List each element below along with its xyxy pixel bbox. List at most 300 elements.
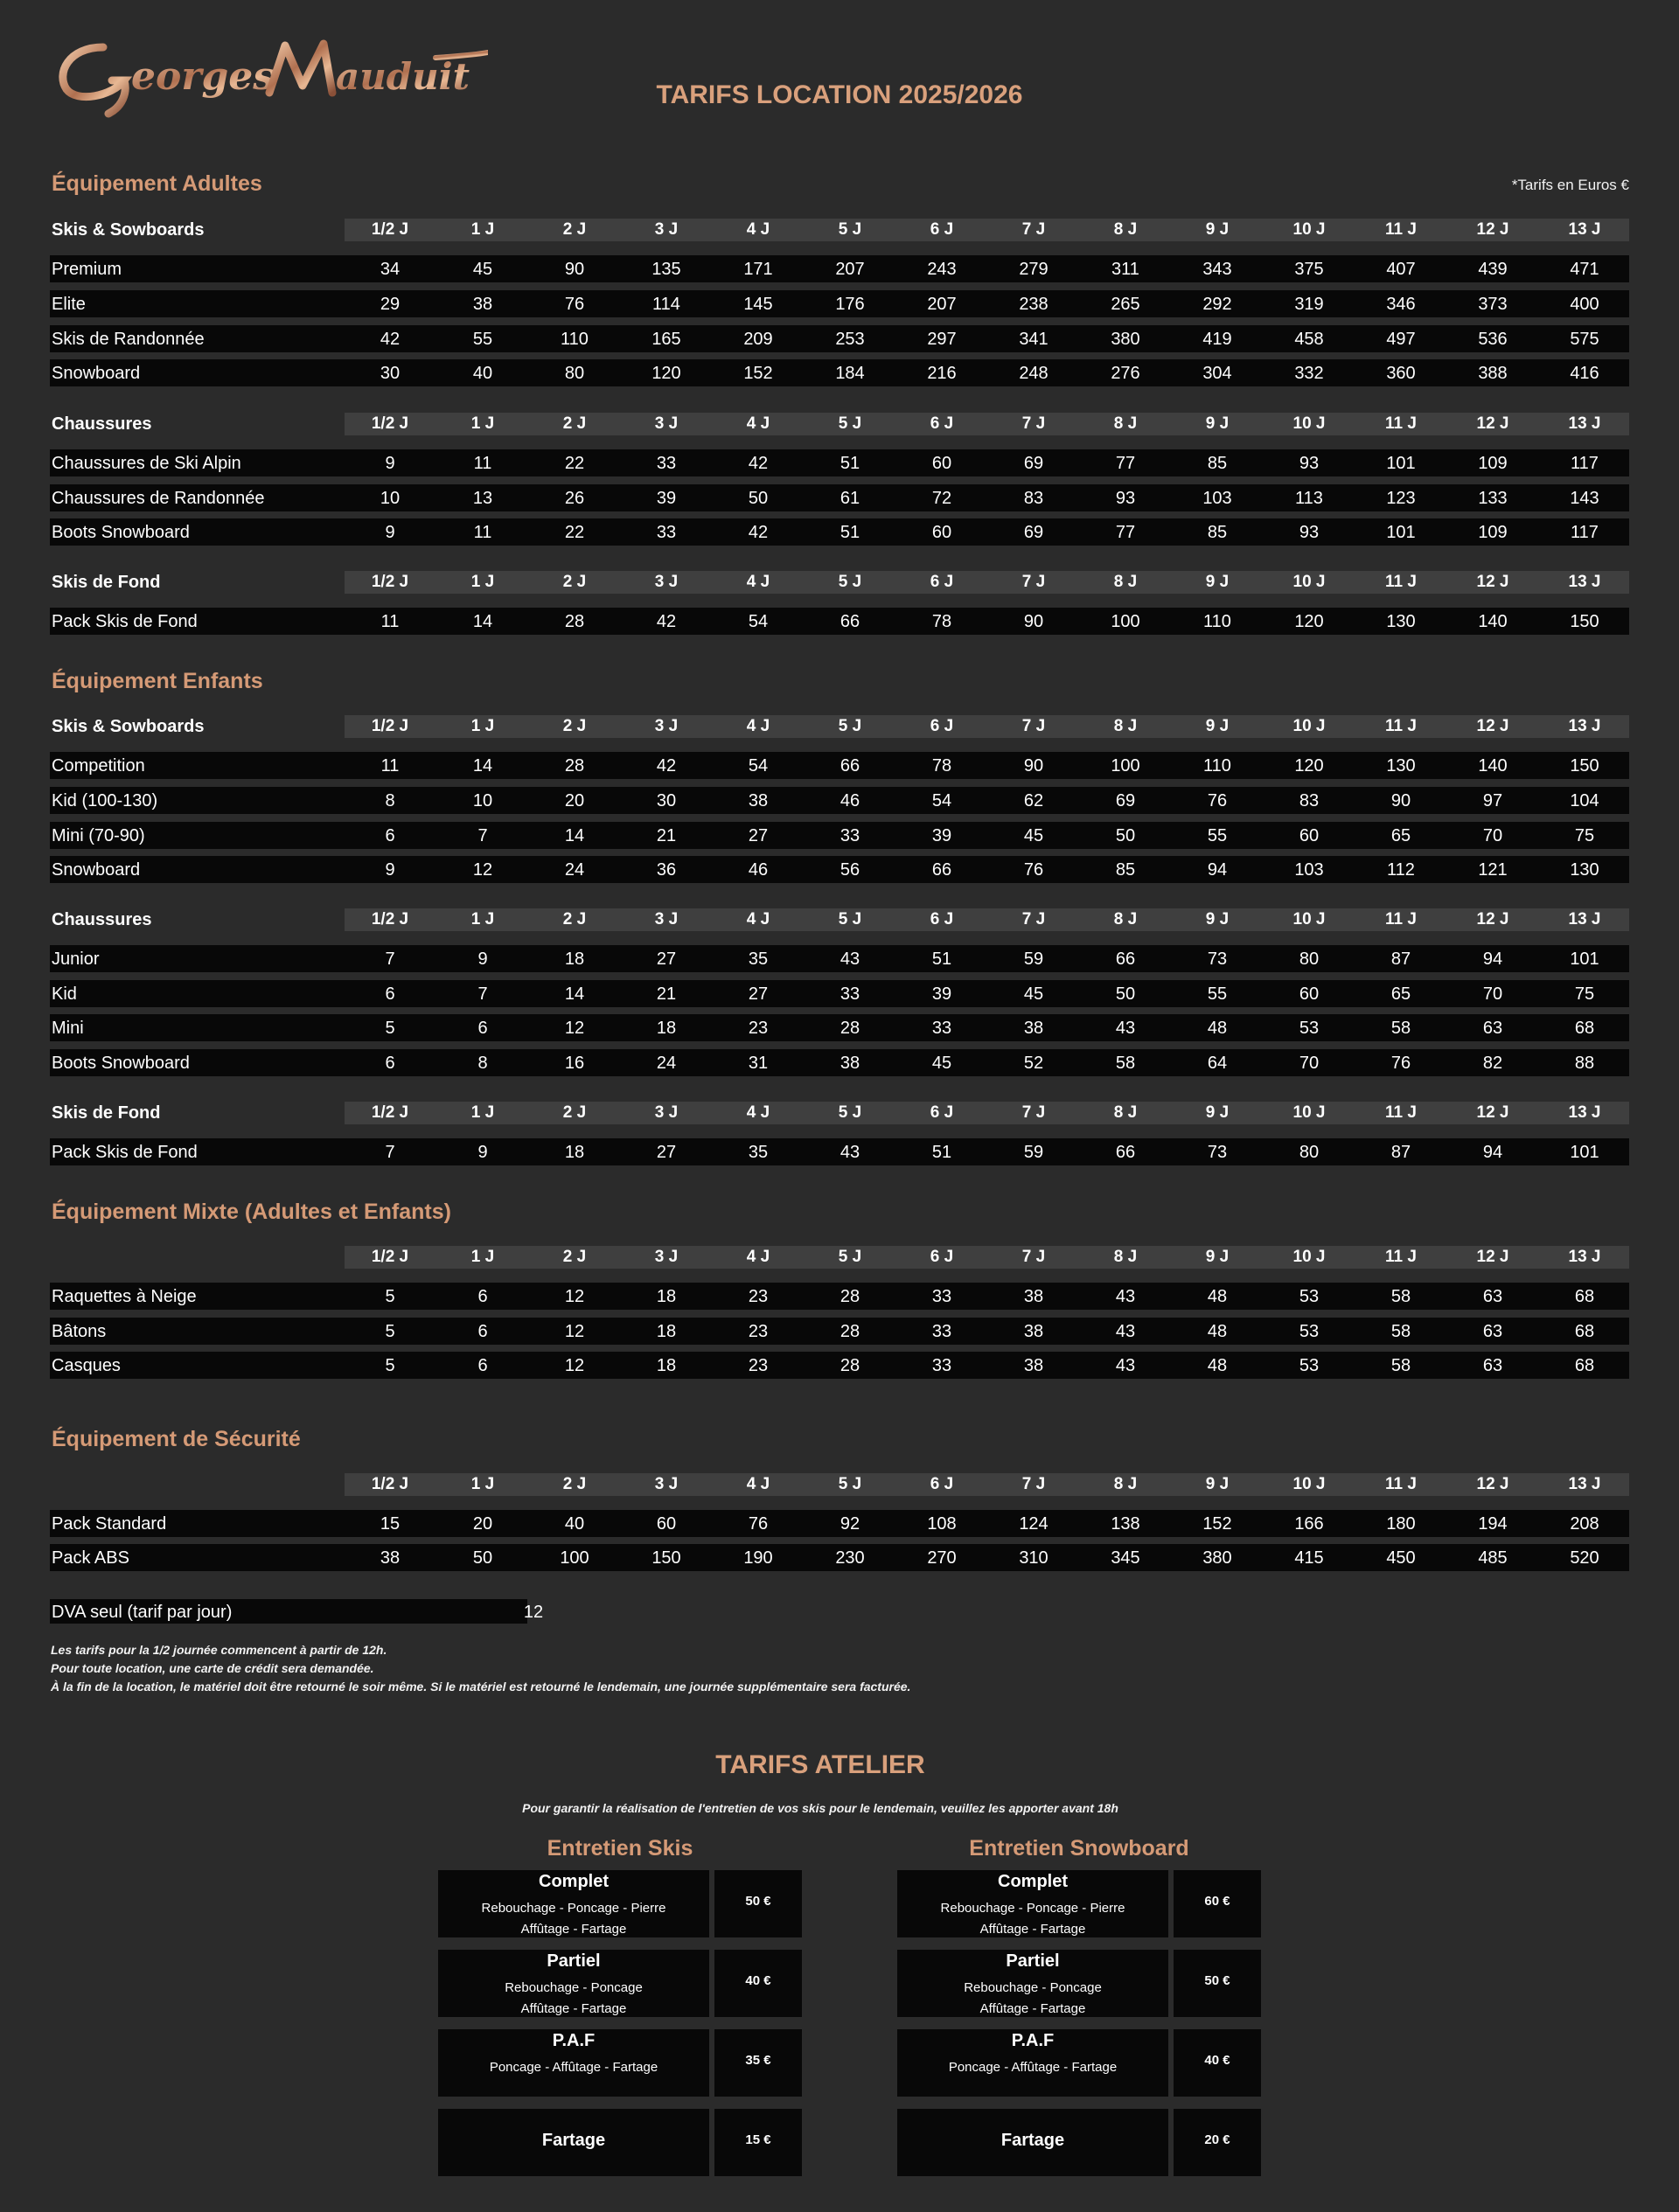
price-cell: 166 (1294, 1514, 1324, 1534)
day-column-header: 13 J (1568, 1103, 1601, 1122)
price-cell: 33 (840, 826, 860, 845)
day-column-header: 1/2 J (371, 717, 409, 735)
day-column-header: 13 J (1568, 717, 1601, 735)
day-column-header: 2 J (562, 414, 587, 433)
price-cell: 11 (473, 523, 492, 542)
price-cell: 120 (1294, 612, 1324, 631)
price-cell: 117 (1571, 523, 1599, 542)
price-cell: 5 (385, 1287, 395, 1306)
price-cell: 14 (564, 826, 585, 845)
price-cell: 360 (1386, 364, 1416, 383)
table-row (50, 822, 1629, 849)
service-price: 15 € (745, 2132, 771, 2147)
price-cell: 33 (931, 1287, 952, 1306)
service-price-box (1174, 1870, 1261, 1937)
service-box (438, 2029, 709, 2097)
price-cell: 72 (931, 489, 952, 508)
price-cell: 39 (931, 984, 952, 1004)
price-cell: 100 (1111, 612, 1140, 631)
price-cell: 43 (1115, 1287, 1136, 1306)
day-column-header: 1 J (470, 910, 495, 929)
price-cell: 5 (385, 1356, 395, 1375)
price-cell: 48 (1207, 1287, 1228, 1306)
day-column-header: 1 J (470, 1248, 495, 1266)
price-cell: 207 (927, 295, 957, 314)
price-cell: 380 (1111, 330, 1140, 349)
price-cell: 18 (656, 1287, 677, 1306)
price-cell: 101 (1570, 1143, 1599, 1162)
day-column-header: 10 J (1292, 1475, 1326, 1493)
day-column-header: 3 J (654, 910, 679, 929)
day-column-header: 3 J (654, 573, 679, 591)
price-cell: 42 (656, 756, 677, 776)
day-column-header: 9 J (1205, 1248, 1230, 1266)
price-cell: 66 (840, 612, 860, 631)
price-cell: 10 (380, 489, 401, 508)
price-cell: 180 (1386, 1514, 1416, 1534)
price-cell: 9 (477, 1143, 488, 1162)
price-cell: 34 (380, 260, 401, 279)
day-column-header: 11 J (1385, 573, 1417, 591)
price-cell: 575 (1570, 330, 1599, 349)
price-cell: 243 (927, 260, 957, 279)
table-header-row (50, 715, 1629, 738)
service-box (438, 2109, 709, 2176)
price-cell: 24 (564, 860, 585, 880)
day-column-header: 5 J (838, 910, 862, 929)
service-description (897, 1898, 1168, 1940)
price-cell: 6 (477, 1322, 488, 1341)
price-cell: 145 (743, 295, 773, 314)
day-column-header: 10 J (1292, 1103, 1326, 1122)
price-cell: 11 (473, 454, 492, 473)
price-cell: 68 (1574, 1356, 1595, 1375)
day-column-header: 11 J (1385, 717, 1417, 735)
price-cell: 265 (1111, 295, 1140, 314)
price-cell: 7 (477, 826, 488, 845)
price-cell: 12 (472, 860, 493, 880)
price-cell: 40 (564, 1514, 585, 1534)
price-cell: 100 (1111, 756, 1140, 776)
table-row (50, 608, 1629, 635)
price-cell: 65 (1390, 984, 1411, 1004)
price-cell: 33 (931, 1019, 952, 1038)
price-cell: 194 (1478, 1514, 1508, 1534)
item-name: Snowboard (52, 364, 141, 383)
day-column-header: 2 J (562, 1248, 587, 1266)
price-cell: 36 (656, 860, 677, 880)
price-cell: 419 (1202, 330, 1232, 349)
item-name: Pack Standard (52, 1514, 167, 1534)
price-cell: 6 (477, 1356, 488, 1375)
day-column-header: 2 J (562, 910, 587, 929)
item-name: Pack Skis de Fond (52, 612, 198, 631)
price-cell: 69 (1023, 523, 1044, 542)
service-description (897, 1978, 1168, 2020)
price-cell: 90 (1390, 791, 1411, 810)
day-column-header: 6 J (930, 1475, 954, 1493)
price-cell: 45 (1023, 984, 1044, 1004)
price-cell: 63 (1482, 1322, 1503, 1341)
price-cell: 21 (656, 984, 677, 1004)
item-name: Pack Skis de Fond (52, 1143, 198, 1162)
price-cell: 8 (385, 791, 395, 810)
price-cell: 21 (656, 826, 677, 845)
price-cell: 77 (1115, 454, 1136, 473)
price-cell: 124 (1019, 1514, 1049, 1534)
price-cell: 20 (472, 1514, 493, 1534)
price-cell: 130 (1386, 612, 1416, 631)
price-cell: 216 (927, 364, 957, 383)
price-cell: 276 (1111, 364, 1140, 383)
price-cell: 46 (840, 791, 860, 810)
price-cell: 209 (743, 330, 773, 349)
day-column-header: 12 J (1476, 1475, 1509, 1493)
price-cell: 55 (472, 330, 493, 349)
price-cell: 415 (1294, 1548, 1324, 1568)
day-column-header: 5 J (838, 1248, 862, 1266)
price-cell: 38 (1023, 1019, 1044, 1038)
price-cell: 332 (1294, 364, 1324, 383)
price-cell: 30 (380, 364, 401, 383)
price-cell: 6 (477, 1287, 488, 1306)
price-cell: 59 (1023, 1143, 1044, 1162)
day-column-header: 3 J (654, 1103, 679, 1122)
note-return: À la fin de la location, le matériel doit être retourné le soir même. Si le matériel est retourné le lendemain, une journée supplémentaire sera facturée. (51, 1680, 911, 1694)
table-row (50, 1352, 1629, 1379)
day-column-header: 2 J (562, 1103, 587, 1122)
price-cell: 400 (1570, 295, 1599, 314)
day-column-header: 11 J (1385, 910, 1417, 929)
service-price-box (714, 2109, 802, 2176)
price-cell: 9 (385, 454, 395, 473)
day-column-header: 2 J (562, 717, 587, 735)
item-name: Mini (52, 1019, 84, 1038)
price-cell: 77 (1115, 523, 1136, 542)
price-cell: 23 (748, 1322, 769, 1341)
price-cell: 62 (1023, 791, 1044, 810)
day-column-header: 4 J (746, 1103, 770, 1122)
service-box (897, 1950, 1168, 2017)
day-column-header: 9 J (1205, 910, 1230, 929)
dva-row (50, 1599, 544, 1624)
price-cell: 83 (1299, 791, 1320, 810)
day-column-header: 3 J (654, 1248, 679, 1266)
price-cell: 68 (1574, 1019, 1595, 1038)
price-cell: 138 (1111, 1514, 1140, 1534)
price-cell: 33 (656, 523, 677, 542)
day-column-header: 8 J (1113, 1103, 1138, 1122)
day-column-header: 7 J (1021, 573, 1046, 591)
price-cell: 120 (1294, 756, 1324, 776)
price-cell: 90 (1023, 756, 1044, 776)
day-column-header: 6 J (930, 220, 954, 239)
day-column-header: 7 J (1021, 910, 1046, 929)
item-name: Bâtons (52, 1322, 107, 1341)
price-cell: 8 (477, 1054, 488, 1073)
service-description-line: Poncage - Affûtage - Fartage (489, 2060, 658, 2075)
item-name: Boots Snowboard (52, 1054, 190, 1073)
day-column-header: 12 J (1476, 573, 1509, 591)
price-cell: 112 (1387, 860, 1415, 880)
service-price-box (714, 1870, 802, 1937)
price-cell: 68 (1574, 1322, 1595, 1341)
price-cell: 65 (1390, 826, 1411, 845)
price-cell: 7 (385, 1143, 395, 1162)
price-cell: 373 (1478, 295, 1508, 314)
price-cell: 30 (656, 791, 677, 810)
price-cell: 7 (477, 984, 488, 1004)
price-cell: 100 (560, 1548, 589, 1568)
day-column-header: 1 J (470, 573, 495, 591)
price-cell: 58 (1390, 1322, 1411, 1341)
price-cell: 109 (1478, 454, 1508, 473)
price-cell: 63 (1482, 1356, 1503, 1375)
service-price: 20 € (1204, 2132, 1230, 2147)
price-cell: 69 (1115, 791, 1136, 810)
price-cell: 304 (1202, 364, 1232, 383)
price-cell: 12 (564, 1356, 585, 1375)
table-row (50, 484, 1629, 511)
price-cell: 58 (1115, 1054, 1136, 1073)
price-cell: 48 (1207, 1322, 1228, 1341)
service-name: Partiel (547, 1951, 601, 1971)
item-name: Casques (52, 1356, 121, 1375)
service-box (897, 2109, 1168, 2176)
price-cell: 16 (564, 1054, 585, 1073)
price-cell: 6 (385, 984, 395, 1004)
price-cell: 270 (927, 1548, 957, 1568)
price-cell: 10 (472, 791, 493, 810)
service-price: 50 € (1204, 1973, 1230, 1988)
day-column-header: 5 J (838, 717, 862, 735)
day-column-header: 13 J (1568, 910, 1601, 929)
price-cell: 310 (1019, 1548, 1049, 1568)
day-column-header: 13 J (1568, 1475, 1601, 1493)
price-cell: 38 (1023, 1322, 1044, 1341)
service-name: P.A.F (552, 2031, 596, 2050)
day-column-header: 4 J (746, 414, 770, 433)
price-cell: 27 (748, 826, 769, 845)
price-cell: 85 (1207, 454, 1228, 473)
table-row (50, 1318, 1629, 1345)
price-cell: 27 (748, 984, 769, 1004)
price-cell: 23 (748, 1019, 769, 1038)
table-header-row (50, 571, 1629, 594)
day-column-header: 4 J (746, 717, 770, 735)
price-cell: 75 (1574, 826, 1595, 845)
price-cell: 458 (1294, 330, 1324, 349)
service-description (438, 1978, 709, 2020)
price-cell: 22 (564, 454, 585, 473)
day-column-header: 8 J (1113, 220, 1138, 239)
day-column-header: 4 J (746, 1475, 770, 1493)
service-box (897, 1870, 1168, 1937)
price-cell: 90 (564, 260, 585, 279)
item-name: Kid (52, 984, 77, 1004)
price-cell: 76 (1207, 791, 1228, 810)
day-column-header: 12 J (1476, 220, 1509, 239)
price-cell: 439 (1478, 260, 1508, 279)
price-cell: 38 (472, 295, 493, 314)
price-cell: 375 (1294, 260, 1324, 279)
table-row (50, 255, 1629, 282)
day-column-header: 9 J (1205, 717, 1230, 735)
service-price: 60 € (1204, 1894, 1230, 1909)
price-cell: 76 (564, 295, 585, 314)
price-cell: 346 (1386, 295, 1416, 314)
group-label: Skis & Sowboards (52, 220, 205, 240)
price-cell: 38 (748, 791, 769, 810)
day-column-header: 12 J (1476, 414, 1509, 433)
day-column-header: 1 J (470, 1475, 495, 1493)
price-cell: 24 (656, 1054, 677, 1073)
price-cell: 83 (1023, 489, 1044, 508)
day-column-header: 6 J (930, 573, 954, 591)
price-cell: 46 (748, 860, 769, 880)
price-cell: 6 (385, 1054, 395, 1073)
item-name: Competition (52, 756, 145, 776)
item-name: Boots Snowboard (52, 523, 190, 542)
price-cell: 9 (385, 860, 395, 880)
price-cell: 130 (1570, 860, 1599, 880)
service-description-line: Poncage - Affûtage - Fartage (948, 2060, 1118, 2075)
price-cell: 117 (1571, 454, 1599, 473)
price-cell: 58 (1390, 1356, 1411, 1375)
price-cell: 42 (656, 612, 677, 631)
day-column-header: 1/2 J (371, 414, 409, 433)
day-column-header: 13 J (1568, 573, 1601, 591)
price-cell: 63 (1482, 1287, 1503, 1306)
price-cell: 51 (931, 1143, 952, 1162)
price-cell: 248 (1019, 364, 1049, 383)
day-column-header: 6 J (930, 717, 954, 735)
price-cell: 22 (564, 523, 585, 542)
service-description-line: Affûtage - Fartage (979, 2001, 1086, 2016)
price-cell: 208 (1570, 1514, 1599, 1534)
price-cell: 52 (1023, 1054, 1044, 1073)
day-column-header: 8 J (1113, 717, 1138, 735)
service-box (438, 1950, 709, 2017)
price-cell: 143 (1570, 489, 1599, 508)
price-cell: 92 (840, 1514, 860, 1534)
day-column-header: 1 J (470, 717, 495, 735)
item-name: Premium (52, 260, 122, 279)
price-cell: 85 (1207, 523, 1228, 542)
day-column-header: 9 J (1205, 573, 1230, 591)
price-cell: 101 (1386, 523, 1416, 542)
price-cell: 60 (931, 454, 952, 473)
service-price-box (1174, 1950, 1261, 2017)
price-cell: 230 (835, 1548, 865, 1568)
service-name: Fartage (541, 2131, 606, 2150)
item-name: Chaussures de Ski Alpin (52, 454, 241, 473)
price-cell: 33 (840, 984, 860, 1004)
service-price-box (714, 2029, 802, 2097)
price-cell: 130 (1386, 756, 1416, 776)
price-cell: 58 (1390, 1287, 1411, 1306)
price-cell: 101 (1570, 949, 1599, 969)
price-cell: 388 (1478, 364, 1508, 383)
price-cell: 39 (931, 826, 952, 845)
price-cell: 48 (1207, 1356, 1228, 1375)
day-column-header: 8 J (1113, 1475, 1138, 1493)
day-column-header: 8 J (1113, 414, 1138, 433)
price-cell: 76 (1390, 1054, 1411, 1073)
price-cell: 53 (1299, 1287, 1320, 1306)
price-cell: 76 (1023, 860, 1044, 880)
note-credit-card: Pour toute location, une carte de crédit sera demandée. (51, 1661, 374, 1675)
service-price: 35 € (745, 2053, 771, 2068)
price-cell: 28 (840, 1019, 860, 1038)
price-cell: 94 (1482, 949, 1503, 969)
day-column-header: 2 J (562, 573, 587, 591)
service-name: Fartage (1000, 2131, 1065, 2150)
item-name: Pack ABS (52, 1548, 129, 1568)
price-cell: 152 (743, 364, 773, 383)
table-row (50, 1544, 1629, 1571)
day-column-header: 9 J (1205, 1475, 1230, 1493)
price-cell: 38 (1023, 1287, 1044, 1306)
price-cell: 150 (651, 1548, 681, 1568)
service-description (438, 2057, 709, 2078)
price-cell: 39 (656, 489, 677, 508)
price-cell: 121 (1478, 860, 1508, 880)
price-cell: 76 (748, 1514, 769, 1534)
price-cell: 292 (1202, 295, 1232, 314)
service-price: 50 € (745, 1894, 771, 1909)
price-cell: 73 (1207, 949, 1228, 969)
day-column-header: 1/2 J (371, 910, 409, 929)
table-row (50, 359, 1629, 386)
price-cell: 40 (472, 364, 493, 383)
price-cell: 88 (1574, 1054, 1595, 1073)
day-column-header: 11 J (1385, 220, 1417, 239)
price-cell: 27 (656, 949, 677, 969)
table-row (50, 325, 1629, 352)
price-cell: 94 (1207, 860, 1228, 880)
price-cell: 80 (1299, 949, 1320, 969)
price-cell: 69 (1023, 454, 1044, 473)
price-cell: 50 (472, 1548, 493, 1568)
day-column-header: 8 J (1113, 573, 1138, 591)
price-cell: 48 (1207, 1019, 1228, 1038)
day-column-header: 7 J (1021, 1248, 1046, 1266)
day-column-header: 12 J (1476, 910, 1509, 929)
price-cell: 28 (564, 612, 585, 631)
atelier-subtitle: Pour garantir la réalisation de l'entretien de vos skis pour le lendemain, veuillez les apporter avant 18h (522, 1801, 1118, 1815)
day-column-header: 1/2 J (371, 220, 409, 239)
item-name: Kid (100-130) (52, 791, 158, 810)
price-cell: 35 (748, 1143, 769, 1162)
price-cell: 43 (840, 1143, 860, 1162)
table-row (50, 787, 1629, 814)
price-cell: 5 (385, 1019, 395, 1038)
day-column-header: 11 J (1385, 1475, 1417, 1493)
price-cell: 87 (1390, 1143, 1411, 1162)
price-cell: 176 (835, 295, 865, 314)
price-cell: 11 (380, 756, 400, 776)
note-half-day: Les tarifs pour la 1/2 journée commencent à partir de 12h. (51, 1643, 387, 1657)
price-cell: 380 (1202, 1548, 1232, 1568)
table-row (50, 945, 1629, 972)
price-cell: 12 (564, 1287, 585, 1306)
day-column-header: 4 J (746, 1248, 770, 1266)
price-cell: 87 (1390, 949, 1411, 969)
service-price: 40 € (745, 1973, 771, 1988)
day-column-header: 10 J (1292, 717, 1326, 735)
atelier-column-title: Entretien Skis (547, 1836, 693, 1861)
